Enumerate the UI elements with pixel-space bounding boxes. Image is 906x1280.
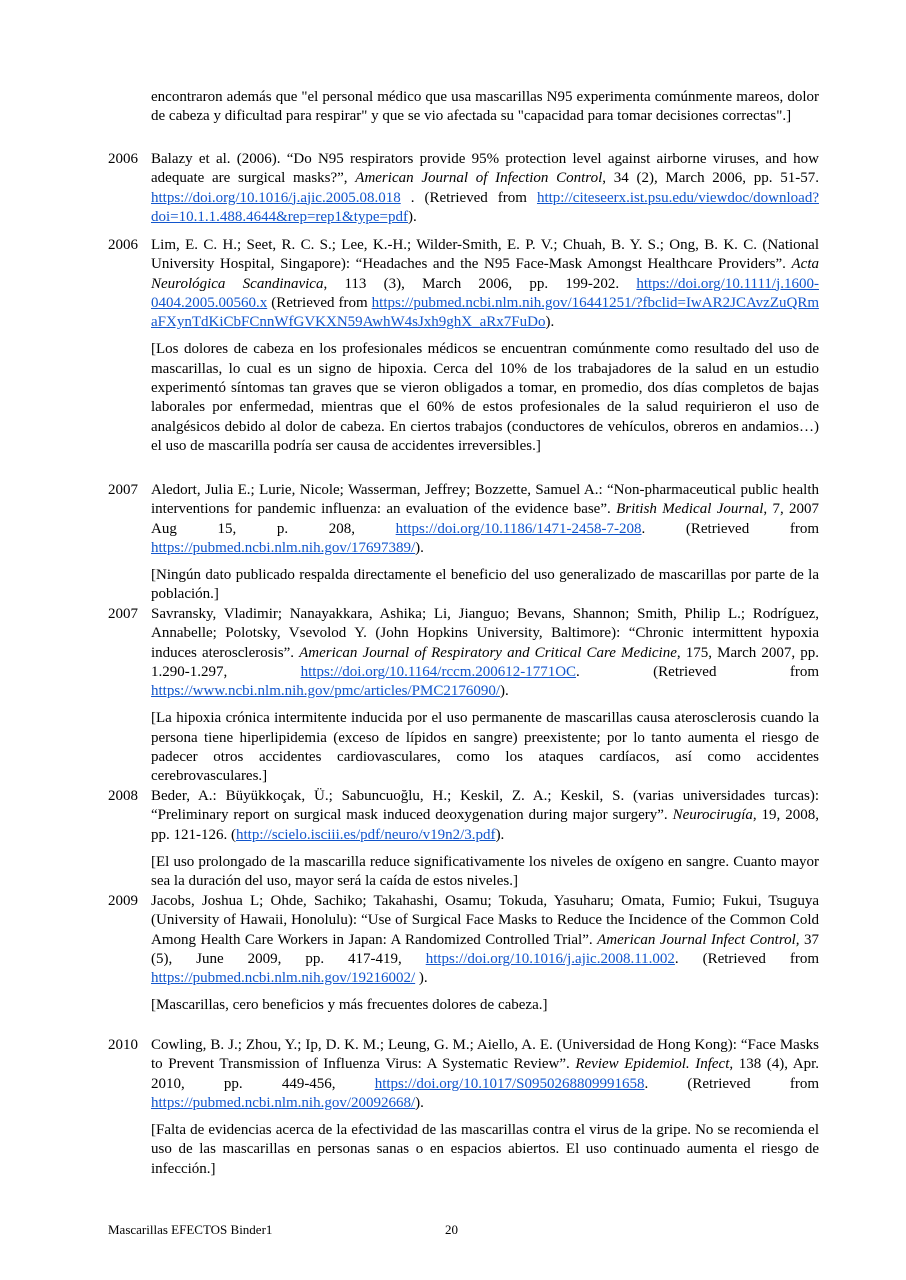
source-link[interactable]: https://pubmed.ncbi.nlm.nih.gov/16441251/?fbclid=IwAR2JCAvzZuQRmaFXynTdKiCbFCnnWfGVKXN59AwhW4sJxh9ghX_aRx7FuDo [151, 294, 819, 331]
reference-text [151, 481, 819, 558]
source-link[interactable]: https://www.ncbi.nlm.nih.gov/pmc/articles/PMC2176090/ [151, 683, 501, 700]
journal-name: Neurocirugía [672, 807, 753, 824]
reference-entry [108, 481, 819, 605]
reference-details: , 113 (3), March 2006, pp. 199-202. [323, 275, 637, 292]
reference-text [151, 1036, 819, 1113]
journal-name: American Journal of Infection Control [355, 170, 603, 187]
reference-details: , 138 (4), Apr. 2010, pp. 449-456, [151, 1056, 820, 1092]
reference-note: [Mascarillas, cero beneficios y más frecuentes dolores de cabeza.] [151, 997, 548, 1014]
reference-close: ). [415, 970, 428, 987]
reference-close: ). [408, 208, 417, 225]
journal-name: British Medical Journal [616, 501, 764, 518]
reference-text [151, 150, 819, 227]
reference-entry [108, 1036, 819, 1179]
reference-authors-title: Beder, A.: Büyükkoçak, Ü.; Sabuncuoğlu, H.; Keskil, Z. A.; Keskil, S. (varias universidades turcas): “Preliminary report on surgical mask induced deoxygenation during major surgery”. [151, 788, 819, 824]
reference-close: ). [495, 826, 505, 843]
doi-link[interactable]: https://doi.org/10.1017/S0950268809991658 [374, 1075, 645, 1092]
reference-details: 37 (5), June 2009, pp. 417-419, [151, 931, 820, 967]
reference-authors-title: Lim, E. C. H.; Seet, R. C. S.; Lee, K.-H.; Wilder-Smith, E. P. V.; Chuah, B. Y. S.; Ong, B. K. C. (National University Hospital, Singapore): “Headaches and the N95 Face-Mask Amongst Healthcare Providers”. [151, 237, 819, 273]
reference-text [151, 605, 819, 701]
reference-note: [El uso prolongado de la mascarilla reduce significativamente los niveles de oxígeno en sangre. Cuanto mayor sea la duración del uso, mayor será la caída de estos niveles.] [151, 853, 819, 890]
doi-link[interactable]: https://doi.org/10.1111/j.1600-0404.2005.00560.x [151, 275, 819, 311]
retrieved-label: (Retrieved from [267, 294, 372, 311]
doi-link[interactable]: https://doi.org/10.1016/j.ajic.2005.08.018 [151, 189, 401, 206]
reference-text [151, 236, 819, 332]
reference-authors-title: Balazy et al. (2006). “Do N95 respirators provide 95% protection level against airborne viruses, and how adequate are surgical masks?”, [151, 151, 819, 187]
reference-authors-title: Savransky, Vladimir; Nanayakkara, Ashika; Li, Jianguo; Bevans, Shannon; Smith, Philip L.; Rodríguez, Annabelle; Polotsky, Vsevolod Y. (John Hopkins University, Baltimore): “Chronic intermittent hypoxia induces aterosclerosis”. [151, 606, 819, 661]
continuation-block [108, 88, 819, 127]
reference-text [151, 787, 819, 845]
source-link[interactable]: https://pubmed.ncbi.nlm.nih.gov/20092668/ [151, 1094, 416, 1111]
reference-entry [108, 787, 819, 891]
reference-text [151, 892, 819, 988]
journal-name: American Journal Infect Control, [597, 931, 800, 948]
journal-name: American Journal of Respiratory and Critical Care Medicine [299, 644, 677, 661]
reference-entry [108, 892, 819, 1016]
entry-year: 2008 [108, 788, 138, 804]
footer-page-number: 20 [445, 1222, 458, 1237]
footer-document-name: Mascarillas EFECTOS Binder1 [108, 1222, 273, 1237]
reference-close: ). [545, 314, 555, 331]
journal-name: Acta Neurológica Scandinavica [151, 256, 819, 292]
reference-note: [Falta de evidencias acerca de la efectividad de las mascarillas contra el virus de la gripe. No se recomienda el uso de las mascarillas en personas sanas o en espacios abiertos. El uso continuado aumenta el riesgo de infección.] [151, 1122, 819, 1177]
retrieved-label: . (Retrieved from [674, 950, 819, 967]
reference-close: ). [500, 683, 509, 700]
reference-details: , 175, March 2007, pp. 1.290-1.297, [151, 644, 819, 680]
retrieved-label: . (Retrieved from [576, 663, 819, 680]
reference-close: ). [415, 539, 424, 556]
entry-year: 2009 [108, 893, 138, 909]
reference-details: , 34 (2), March 2006, pp. 51-57. [602, 170, 819, 187]
continuation-text: encontraron además que "el personal médico que usa mascarillas N95 experimenta comúnmente mareos, dolor de cabeza y dificultad para respirar" y que se vio afectada su "capacidad para tomar decisiones correctas".] [151, 89, 819, 125]
entry-year: 2007 [108, 482, 138, 498]
entry-year: 2010 [108, 1037, 138, 1053]
doi-link[interactable]: https://doi.org/10.1016/j.ajic.2008.11.002 [425, 950, 675, 967]
reference-entry [108, 236, 819, 456]
retrieved-label: . (Retrieved from [644, 1075, 819, 1092]
journal-name: Review Epidemiol. Infect [575, 1056, 730, 1073]
source-link[interactable]: https://pubmed.ncbi.nlm.nih.gov/17697389/ [151, 539, 416, 556]
source-link[interactable]: https://pubmed.ncbi.nlm.nih.gov/19216002/ [151, 970, 416, 987]
reference-entry [108, 150, 819, 227]
retrieved-label: . (Retrieved from [400, 189, 537, 206]
reference-note: [Ningún dato publicado respalda directamente el beneficio del uso generalizado de mascarillas por parte de la población.] [151, 567, 819, 603]
reference-authors-title: Jacobs, Joshua L; Ohde, Sachiko; Takahashi, Osamu; Tokuda, Yasuharu; Omata, Fumio; Fukui, Tsuguya (University of Hawaii, Honolulu): “Use of Surgical Face Masks to Reduce the Incidence of the Common Cold Among Health Care Workers in Japan: A Randomized Controlled Trial”. [151, 893, 819, 948]
reference-note: [Los dolores de cabeza en los profesionales médicos se encuentran comúnmente como resultado del uso de mascarillas, lo cual es un signo de hipoxia. Cerca del 10% de los trabajadores de la salud en un estudio experimentó síntomas tan graves que se vieron obligados a tomar, en promedio, dos días completos de bajas laborales por enfermedad, mientras que el 60% de estos profesionales de la salud requirieron el uso de analgésicos debido al dolor de cabeza. En ciertos trabajos (conductores de vehículos, obreros en andamios…) el uso de mascarilla podría ser causa de accidentes irreversibles.] [151, 341, 819, 454]
reference-details: , 19, 2008, pp. 121-126. ( [151, 807, 819, 843]
reference-close: ). [415, 1094, 424, 1111]
retrieved-label: . (Retrieved from [641, 520, 819, 537]
doi-link[interactable]: https://doi.org/10.1186/1471-2458-7-208 [395, 520, 642, 537]
entry-year: 2006 [108, 151, 138, 167]
reference-note: [La hipoxia crónica intermitente inducida por el uso permanente de mascarillas causa aterosclerosis cuando la persona tiene hiperlipidemia (exceso de lípidos en sangre) preexistente; por lo tanto aumenta el riesgo de padecer otros accidentes cardiovasculares, como los ataques cardíacos, así como accidentes cerebrovasculares.] [151, 710, 819, 785]
reference-details: , 7, 2007 Aug 15, p. 208, [151, 501, 820, 537]
reference-entry [108, 605, 819, 787]
reference-authors-title: Aledort, Julia E.; Lurie, Nicole; Wasserman, Jeffrey; Bozzette, Samuel A.: “Non-pharmaceutical public health interventions for pandemic influenza: an evaluation of the evidence base”. [151, 482, 819, 518]
entry-year: 2007 [108, 606, 138, 622]
source-link[interactable]: http://scielo.isciii.es/pdf/neuro/v19n2/3.pdf [236, 826, 496, 843]
doi-link[interactable]: https://doi.org/10.1164/rccm.200612-1771OC [300, 663, 577, 680]
reference-authors-title: Cowling, B. J.; Zhou, Y.; Ip, D. K. M.; Leung, G. M.; Aiello, A. E. (Universidad de Hong Kong): “Face Masks to Prevent Transmission of Influenza Virus: A Systematic Review”. [151, 1037, 819, 1073]
source-link[interactable]: http://citeseerx.ist.psu.edu/viewdoc/download?doi=10.1.1.488.4644&rep=rep1&type=pdf [151, 189, 819, 225]
entry-year: 2006 [108, 237, 138, 253]
